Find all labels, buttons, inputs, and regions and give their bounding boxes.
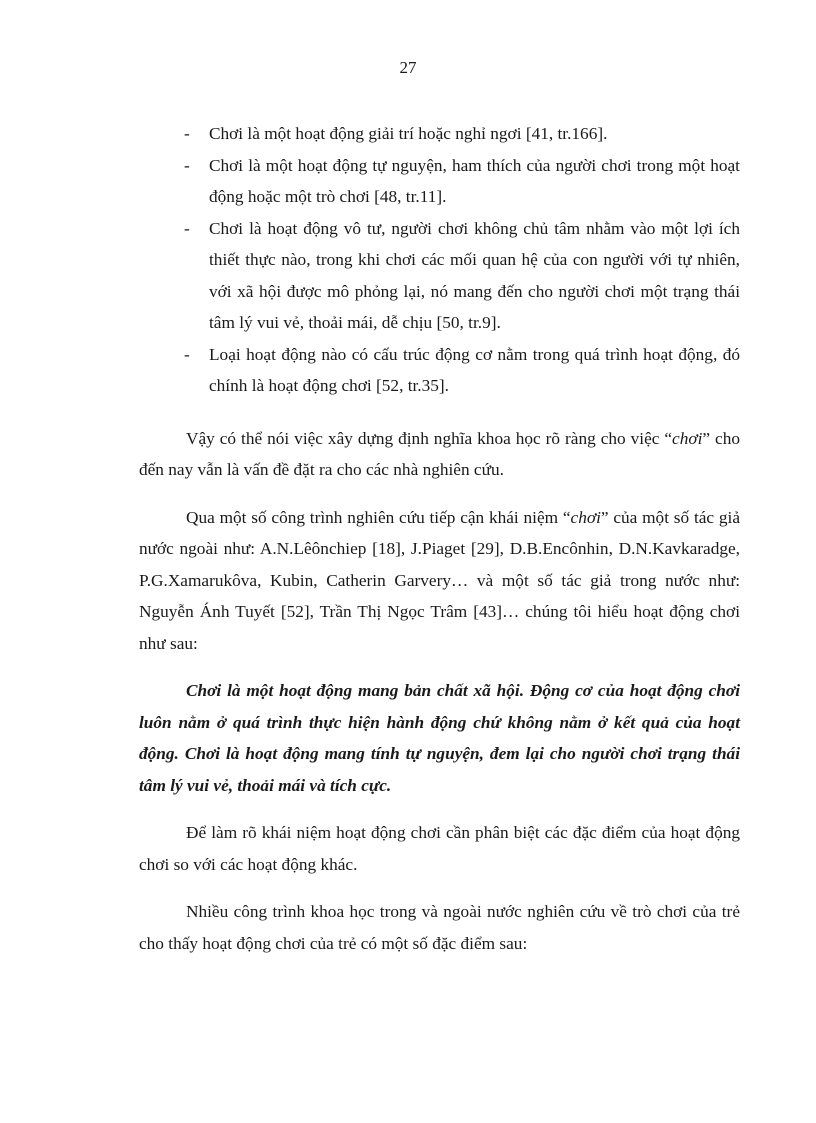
paragraph-characteristics-intro: Nhiều công trình khoa học trong và ngoài nước nghiên cứu về trò chơi của trẻ cho thấy hoạt động chơi của trẻ có một số đặc điểm sau:: [139, 902, 740, 953]
paragraph-text: Vậy có thể nói việc xây dựng định nghĩa khoa học rõ ràng cho việc “: [186, 428, 673, 448]
list-item: [139, 213, 740, 339]
paragraph-research-review: [139, 502, 740, 660]
emphasis-term: chơi: [672, 428, 703, 448]
page-body: [139, 118, 740, 959]
paragraph-clarify: Để làm rõ khái niệm hoạt động chơi cần phân biệt các đặc điểm của hoạt động chơi so với các hoạt động khác.: [139, 823, 740, 874]
list-item: [139, 339, 740, 402]
page-number: 27: [399, 58, 417, 77]
definition-statement: Chơi là một hoạt động mang bản chất xã hội. Động cơ của hoạt động chơi luôn nằm ở quá trình thực hiện hành động chứ không nằm ở kết quả của hoạt động. Chơi là hoạt động mang tính tự nguyện, đem lại cho người chơi trạng thái tâm lý vui vẻ, thoải mái và tích cực.: [139, 681, 740, 795]
list-item-text: Chơi là một hoạt động giải trí hoặc nghỉ ngơi [41, tr.166].: [209, 124, 608, 143]
bullet-dash: -: [184, 344, 190, 364]
paragraph-definition-question: [139, 423, 740, 486]
list-item-text: Loại hoạt động nào có cấu trúc động cơ nằm trong quá trình hoạt động, đó chính là hoạt động chơi [52, tr.35].: [209, 344, 740, 395]
list-item-text: Chơi là một hoạt động tự nguyện, ham thích của người chơi trong một hoạt động hoặc một trò chơi [48, tr.11].: [209, 155, 740, 206]
paragraph-text: ” cho đến nay vẫn là vấn đề đặt ra cho các nhà nghiên cứu.: [139, 428, 740, 479]
emphasis-term: chơi: [570, 507, 601, 527]
paragraph-text: ” của một số tác giả nước ngoài như: A.N.Lêônchiep [18], J.Piaget [29], D.B.Encônhin, D.N.Kavkaradge, P.G.Xamarukôva, Kubin, Catherin Garvery… và một số tác giả trong nước như: Nguyễn Ánh Tuyết [52], Trần Thị Ngọc Trâm [43]… chúng tôi hiểu hoạt động chơi như sau:: [139, 507, 740, 653]
bullet-dash: -: [184, 218, 190, 238]
list-item: [139, 118, 740, 150]
bullet-dash: -: [184, 124, 190, 143]
list-item: [139, 150, 740, 213]
paragraph-text: Qua một số công trình nghiên cứu tiếp cận khái niệm “: [186, 507, 571, 527]
bullet-list: [139, 118, 740, 402]
list-item-text: Chơi là hoạt động vô tư, người chơi không chủ tâm nhằm vào một lợi ích thiết thực nào, trong khi chơi các mối quan hệ của con người với tự nhiên, với xã hội được mô phỏng lại, nó mang đến cho người chơi một trạng thái tâm lý vui vẻ, thoải mái, dễ chịu [50, tr.9].: [209, 218, 740, 332]
bullet-dash: -: [184, 155, 190, 175]
